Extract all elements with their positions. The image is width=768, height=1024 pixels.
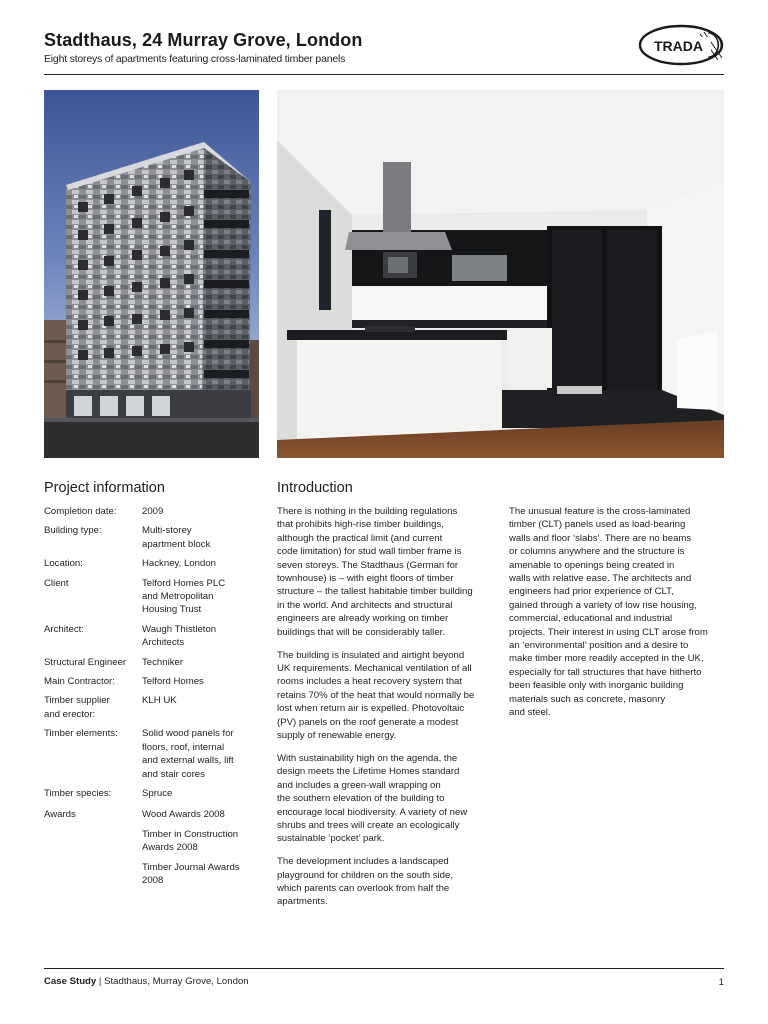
building-photo: [44, 90, 259, 458]
introduction-paragraph: [277, 649, 499, 743]
paragraph-line: There is nothing in the building regulations: [277, 506, 458, 517]
project-info-label: [44, 694, 142, 721]
footer-caption: [44, 976, 249, 987]
project-info-row: [44, 557, 266, 570]
project-info-label: [44, 557, 142, 570]
trada-logo: [638, 24, 726, 66]
project-info-row: [44, 861, 266, 888]
project-info-row: [44, 524, 266, 551]
introduction-paragraph: [277, 752, 499, 846]
paragraph-line: been feasible only with inorganic building: [509, 680, 684, 692]
paragraph-line: buildings that will be considerably taller.: [277, 626, 445, 638]
project-info-row: [44, 787, 266, 800]
project-info-value-line: and stair cores: [142, 768, 205, 780]
project-info-row: [44, 623, 266, 650]
project-info-label: [44, 808, 142, 821]
project-info-label-line: Client: [44, 577, 69, 589]
project-info-label: [44, 787, 142, 800]
paragraph-line: engineers had prior experience of CLT,: [509, 586, 674, 598]
project-info-value: [142, 828, 266, 855]
footer-divider: [44, 968, 724, 969]
project-info-label-line: Completion date:: [44, 506, 117, 517]
project-info-value: [142, 505, 266, 518]
project-info-label: [44, 623, 142, 650]
introduction-column-2: [509, 505, 727, 729]
paragraph-line: With sustainability high on the agenda, the: [277, 752, 458, 764]
project-info-value: [142, 623, 266, 650]
footer-separator: |: [96, 976, 105, 987]
paragraph-line: materials such as concrete, masonry: [509, 693, 666, 705]
project-info-value-line: 2009: [142, 506, 164, 517]
project-info-value-line: KLH UK: [142, 695, 177, 707]
project-info-value-line: Solid wood panels for: [142, 728, 234, 740]
paragraph-line: walls with relative ease. The architects and: [509, 573, 692, 585]
project-info-label-line: and erector:: [44, 708, 96, 720]
project-info-value: [142, 524, 266, 551]
project-info-label: [44, 577, 142, 617]
project-info-value: [142, 808, 266, 821]
paragraph-line: code limitation) for stud wall timber frame is: [277, 546, 462, 558]
project-info-value: [142, 675, 266, 688]
paragraph-line: shrubs and trees will create an ecologically: [277, 819, 460, 831]
project-info-value: [142, 727, 266, 781]
project-info-value-line: and external walls, lift: [142, 755, 234, 767]
paragraph-line: although the practical limit (and current: [277, 532, 443, 544]
project-info-row: [44, 505, 266, 518]
paragraph-line: design meets the Lifetime Homes standard: [277, 766, 460, 778]
project-info-value-line: Multi-storey: [142, 525, 192, 537]
project-info-value-line: Telford Homes PLC: [142, 577, 226, 589]
page-number: 1: [718, 977, 724, 988]
project-info-label: [44, 675, 142, 688]
paragraph-line: (PV) panels on the roof generate a modest: [277, 716, 459, 728]
project-info-value-line: and Metropolitan: [142, 591, 214, 603]
introduction-paragraph: [277, 855, 499, 909]
project-info-label-line: Main Contractor:: [44, 676, 115, 688]
paragraph-line: amenable to openings being created in: [509, 559, 675, 571]
page-title: Stadthaus, 24 Murray Grove, London: [44, 30, 363, 50]
project-info-label: [44, 727, 142, 781]
trada-logo-text: TRADA: [654, 38, 703, 54]
paragraph-line: townhouse) is – with eight floors of timber: [277, 573, 454, 585]
project-info-value-line: Timber in Construction: [142, 828, 239, 840]
footer-text: Stadthaus, Murray Grove, London: [104, 976, 249, 987]
project-info-value-line: Waugh Thistleton: [142, 623, 217, 635]
paragraph-line: walls and floor ‘slabs’. There are no beams: [509, 532, 692, 544]
paragraph-line: the southern elevation of the building to: [277, 793, 445, 805]
project-info-value-line: Awards 2008: [142, 842, 198, 854]
introduction-paragraph: [277, 505, 499, 639]
project-info-value-line: Timber Journal Awards: [142, 861, 240, 873]
paragraph-line: make timber more readily accepted in the UK,: [509, 653, 704, 665]
project-info-value: [142, 557, 266, 570]
project-info-value: [142, 861, 266, 888]
project-information-table: [44, 505, 266, 893]
project-info-value: [142, 577, 266, 617]
project-info-label: [44, 861, 142, 888]
paragraph-line: or columns anywhere and the structure is: [509, 546, 685, 558]
paragraph-line: commercial, educational and industrial: [509, 613, 673, 625]
paragraph-line: lost when return air is expelled. Photovoltaic: [277, 703, 465, 715]
project-info-value-line: Hackney, London: [142, 558, 216, 570]
project-info-label: [44, 656, 142, 669]
project-info-value-line: 2008: [142, 874, 164, 886]
paragraph-line: supply of renewable energy.: [277, 730, 397, 741]
project-info-label-line: Location:: [44, 558, 83, 570]
project-info-value: [142, 656, 266, 669]
project-info-label-line: Awards: [44, 809, 76, 821]
paragraph-line: The building is insulated and airtight beyond: [277, 649, 465, 661]
project-information-heading: Project information: [44, 480, 165, 496]
kitchen-photo: [277, 90, 724, 458]
project-info-value-line: Telford Homes: [142, 676, 204, 688]
header-divider: [44, 74, 724, 75]
project-info-value: [142, 694, 266, 721]
paragraph-line: gained through a variety of low rise housing,: [509, 599, 697, 611]
paragraph-line: rooms includes a heat recovery system that: [277, 676, 463, 688]
paragraph-line: and includes a green-wall wrapping on: [277, 779, 441, 791]
paragraph-line: seven storeys. The Stadthaus (German for: [277, 559, 459, 571]
project-info-row: [44, 694, 266, 721]
paragraph-line: in the world. And architects and structural: [277, 599, 453, 611]
project-info-label-line: Building type:: [44, 525, 102, 537]
paragraph-line: engineers are already working on timber: [277, 613, 449, 625]
project-info-row: [44, 828, 266, 855]
paragraph-line: structure – the tallest habitable timber building: [277, 586, 473, 598]
project-info-label-line: Timber elements:: [44, 728, 118, 740]
paragraph-line: UK requirements. Mechanical ventilation of all: [277, 662, 472, 674]
project-info-value: [142, 787, 266, 800]
project-info-label-line: Structural Engineer: [44, 656, 127, 668]
paragraph-line: playground for children on the south side,: [277, 869, 453, 881]
project-info-row: [44, 656, 266, 669]
project-info-row: [44, 675, 266, 688]
project-info-label-line: Timber species:: [44, 787, 112, 799]
paragraph-line: encourage local biodiversity. A variety of new: [277, 806, 468, 818]
project-info-value-line: floors, roof, internal: [142, 741, 225, 753]
paragraph-line: which parents can overlook from half the: [277, 883, 450, 895]
paragraph-line: projects. Their interest in using CLT arose from: [509, 626, 708, 638]
project-info-row: [44, 808, 266, 821]
paragraph-line: The development includes a landscaped: [277, 856, 449, 868]
paragraph-line: especially for tall structures that have hitherto: [509, 666, 702, 678]
introduction-column-1: [277, 505, 499, 918]
page-subtitle: Eight storeys of apartments featuring cross-laminated timber panels: [44, 53, 346, 65]
introduction-heading: Introduction: [277, 480, 353, 496]
paragraph-line: retains 70% of the heat that would normally be: [277, 689, 475, 701]
paragraph-line: and steel.: [509, 707, 551, 719]
project-info-label: [44, 828, 142, 855]
project-info-row: [44, 727, 266, 781]
footer-label: Case Study: [44, 976, 97, 987]
paragraph-line: an ‘environmental’ position and a desire to: [509, 640, 689, 652]
project-info-value-line: apartment block: [142, 538, 211, 550]
project-info-label: [44, 524, 142, 551]
project-info-row: [44, 577, 266, 617]
paragraph-line: timber (CLT) panels used as load-bearing: [509, 519, 686, 531]
project-info-label: [44, 505, 142, 518]
project-info-value-line: Housing Trust: [142, 604, 202, 616]
project-info-label-line: Architect:: [44, 623, 84, 635]
paragraph-line: apartments.: [277, 896, 328, 908]
project-info-value-line: Architects: [142, 637, 185, 649]
project-info-value-line: Techniker: [142, 656, 184, 668]
paragraph-line: The unusual feature is the cross-laminated: [509, 506, 691, 517]
paragraph-line: sustainable ‘pocket’ park.: [277, 833, 385, 845]
project-info-value-line: Wood Awards 2008: [142, 809, 225, 821]
project-info-value-line: Spruce: [142, 787, 173, 799]
paragraph-line: that prohibits high-rise timber buildings,: [277, 519, 444, 531]
project-info-label-line: Timber supplier: [44, 695, 110, 707]
introduction-paragraph: [509, 505, 727, 720]
